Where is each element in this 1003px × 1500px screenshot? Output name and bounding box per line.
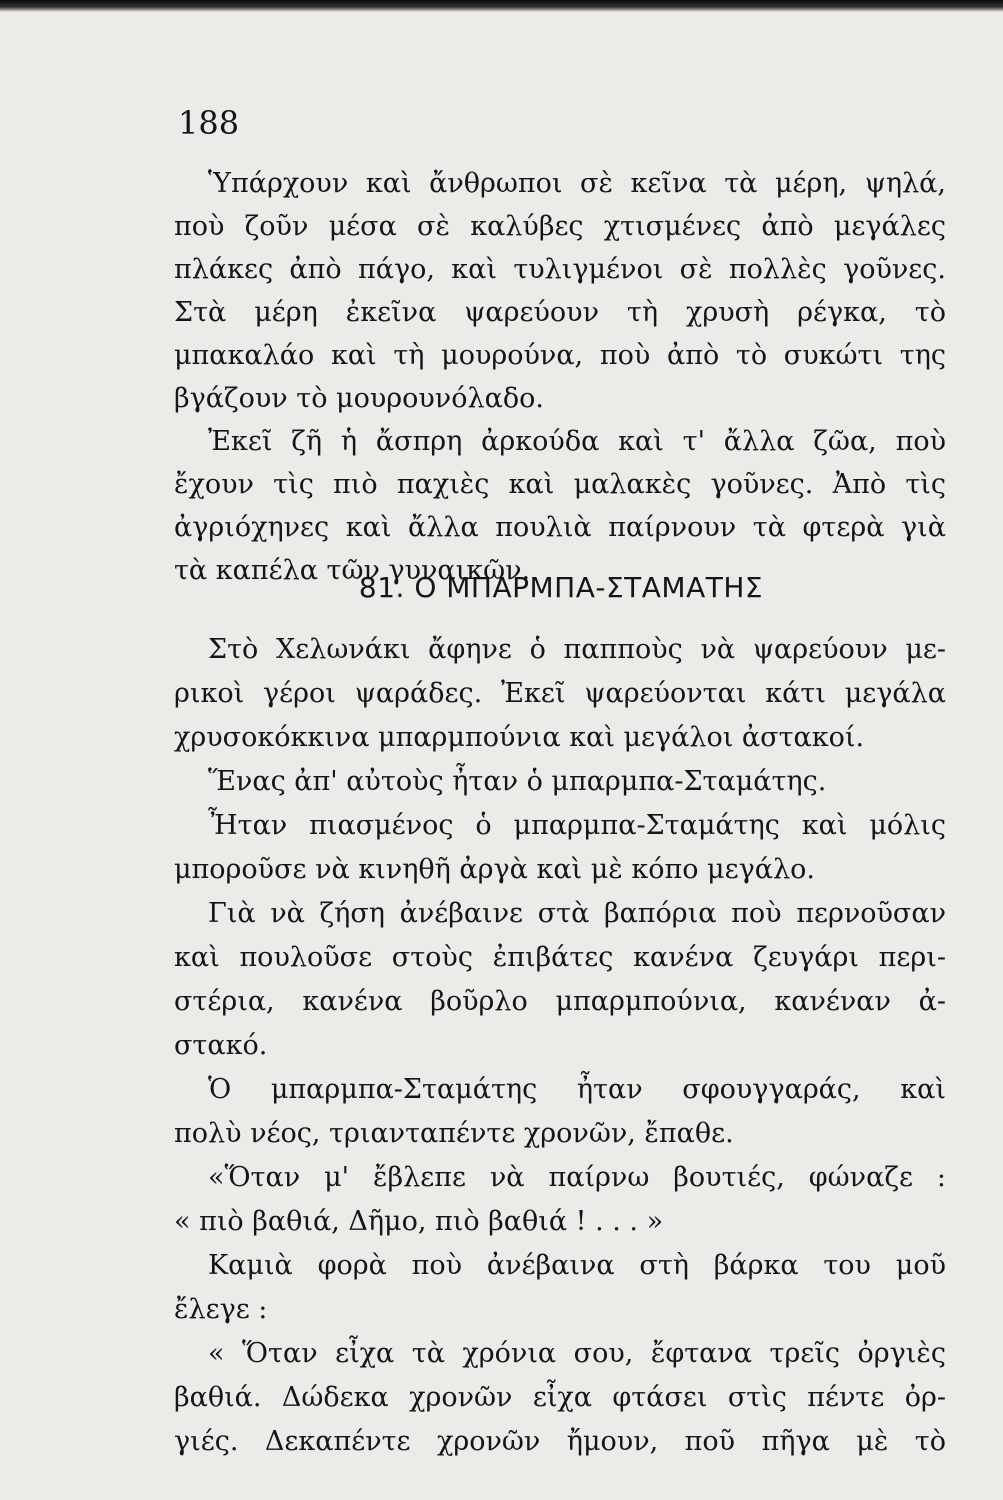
text-line: Ὑπάρχουν καὶ ἄνθρωποι σὲ κεῖνα τὰ μέρη, ψηλά,: [208, 168, 946, 199]
text-line: μποροῦσε νὰ κινηθῆ ἀργὰ καὶ μὲ κόπο μεγάλο.: [174, 854, 815, 885]
text-line: ρικοὶ γέροι ψαράδες. Ἐκεῖ ψαρεύονται κάτι μεγάλα: [174, 678, 946, 709]
text-line: «Ὅταν μ' ἔβλεπε νὰ παίρνω βουτιές, φώναζε :: [208, 1162, 946, 1193]
text-line: πλάκες ἀπὸ πάγο, καὶ τυλιγμένοι σὲ πολλὲς γοῦνες.: [174, 254, 946, 285]
text-line: Ἕνας ἀπ' αὐτοὺς ἦταν ὁ μπαρμπα-Σταμάτης.: [208, 766, 827, 797]
text-line: ἔλεγε :: [174, 1294, 268, 1325]
text-line: στέρια, κανένα βοῦρλο μπαρμπούνια, κανέναν ἀ-: [174, 986, 946, 1017]
text-line: πολὺ νέος, τριανταπέντε χρονῶν, ἔπαθε.: [174, 1118, 734, 1149]
text-line: καὶ πουλοῦσε στοὺς ἐπιβάτες κανένα ζευγάρι περι-: [174, 942, 946, 973]
text-line: μπακαλάο καὶ τὴ μουρούνα, ποὺ ἀπὸ τὸ συκώτι της: [174, 340, 946, 371]
text-line: Ὁ μπαρμπα-Σταμάτης ἦταν σφουγγαράς, καὶ: [208, 1074, 946, 1105]
text-line: στακό.: [174, 1030, 268, 1061]
text-line: βαθιά. Δώδεκα χρονῶν εἶχα φτάσει στὶς πέντε ὀρ-: [174, 1382, 946, 1413]
page-number: 188: [178, 104, 240, 142]
text-line: Στὸ Χελωνάκι ἄφηνε ὁ παπποὺς νὰ ψαρεύουν με-: [208, 634, 946, 665]
text-line: Στὰ μέρη ἐκεῖνα ψαρεύουν τὴ χρυσὴ ρέγκα, τὸ: [174, 297, 946, 328]
text-line: Ἦταν πιασμένος ὁ μπαρμπα-Σταμάτης καὶ μόλις: [208, 810, 946, 841]
text-line: Ἐκεῖ ζῆ ἡ ἄσπρη ἀρκούδα καὶ τ' ἄλλα ζῶα, ποὺ: [208, 426, 946, 457]
text-line: « πιὸ βαθιά, Δῆμο, πιὸ βαθιά ! . . . »: [174, 1206, 664, 1237]
text-line: Γιὰ νὰ ζήση ἀνέβαινε στὰ βαπόρια ποὺ περνοῦσαν: [208, 898, 946, 929]
text-line: ἔχουν τὶς πιὸ παχιὲς καὶ μαλακὲς γοῦνες. Ἀπὸ τὶς: [174, 469, 946, 500]
chapter-heading: 81. Ο ΜΠΑΡΜΠΑ-ΣΤΑΜΑΤΗΣ: [358, 571, 764, 604]
text-line: Καμιὰ φορὰ ποὺ ἀνέβαινα στὴ βάρκα του μοῦ: [208, 1250, 946, 1281]
text-line: ποὺ ζοῦν μέσα σὲ καλύβες χτισμένες ἀπὸ μεγάλες: [174, 211, 946, 242]
text-line: τὰ καπέλα τῶν γυναικῶν.: [174, 555, 531, 586]
text-line: ἀγριόχηνες καὶ ἄλλα πουλιὰ παίρνουν τὰ φτερὰ γιὰ: [174, 512, 946, 543]
text-line: γιές. Δεκαπέντε χρονῶν ἤμουν, ποῦ πῆγα μὲ τὸ: [174, 1426, 946, 1457]
text-line: βγάζουν τὸ μουρουνόλαδο.: [174, 383, 544, 414]
text-line: χρυσοκόκκινα μπαρμπούνια καὶ μεγάλοι ἀστακοί.: [174, 722, 865, 753]
text-line: « Ὅταν εἶχα τὰ χρόνια σου, ἔφτανα τρεῖς ὀργιὲς: [208, 1338, 946, 1369]
